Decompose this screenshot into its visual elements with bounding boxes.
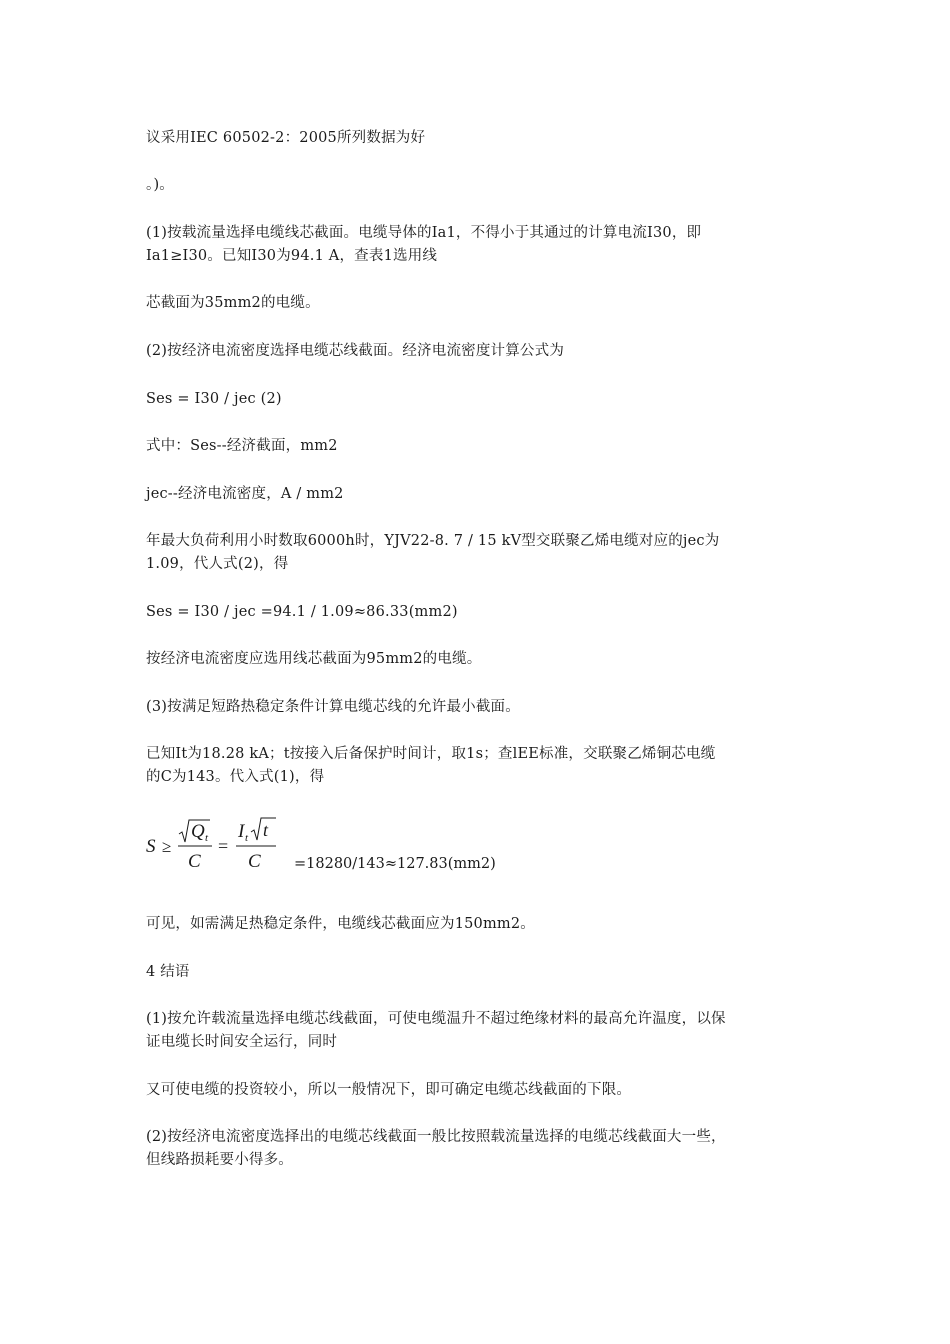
formula-num2-root: t xyxy=(263,820,269,840)
equation-line: Ses = I30 / jec (2) xyxy=(146,391,282,407)
paragraph: 证电缆长时间安全运行，同时 xyxy=(146,1034,338,1050)
paragraph: 但线路损耗要小得多。 xyxy=(146,1152,293,1168)
paragraph: 已知It为18.28 kA；t按接入后备保护时间计，取1s；查lEE标准，交联聚乙烯铜芯电缆 xyxy=(146,746,716,762)
paragraph: 又可使电缆的投资较小，所以一般情况下，即可确定电缆芯线截面的下限。 xyxy=(146,1082,632,1098)
formula-graphic xyxy=(146,812,296,876)
formula-num2-sub: t xyxy=(245,832,249,844)
formula-den1: C xyxy=(188,851,201,872)
paragraph: 。)。 xyxy=(146,177,175,193)
formula-num2: I xyxy=(238,821,245,842)
formula-num1: Q xyxy=(191,821,205,842)
paragraph: 1.09，代人式(2)，得 xyxy=(146,556,289,572)
paragraph: 芯截面为35mm2的电缆。 xyxy=(146,295,320,311)
equation-line: Ses = I30 / jec =94.1 / 1.09≈86.33(mm2) xyxy=(146,604,458,620)
paragraph: jec--经济电流密度，A / mm2 xyxy=(146,486,344,502)
thermal-stability-formula xyxy=(146,812,566,876)
formula-geq: ≥ xyxy=(162,837,172,856)
paragraph: 按经济电流密度应选用线芯截面为95mm2的电缆。 xyxy=(146,651,482,667)
formula-lhs: S xyxy=(146,836,156,857)
paragraph: 的C为143。代入式(1)，得 xyxy=(146,769,325,785)
formula-den2: C xyxy=(248,851,261,872)
paragraph: 可见，如需满足热稳定条件，电缆线芯截面应为150mm2。 xyxy=(146,916,535,932)
section-heading: 4 结语 xyxy=(146,964,190,980)
paragraph: 式中：Ses--经济截面，mm2 xyxy=(146,438,338,454)
formula-result: =18280/143≈127.83(mm2) xyxy=(294,856,496,872)
paragraph: (2)按经济电流密度选择出的电缆芯线截面一般比按照载流量选择的电缆芯线截面大一些， xyxy=(146,1129,726,1145)
formula-num1-sub: t xyxy=(205,832,209,844)
paragraph: Ia1≥I30。已知I30为94.1 A，查表1选用线 xyxy=(146,248,438,264)
paragraph: (3)按满足短路热稳定条件计算电缆芯线的允许最小截面。 xyxy=(146,699,520,715)
formula-eq: = xyxy=(218,836,229,856)
paragraph: (1)按载流量选择电缆线芯截面。电缆导体的Ia1，不得小于其通过的计算电流I30，即 xyxy=(146,225,702,241)
paragraph: (2)按经济电流密度选择电缆芯线截面。经济电流密度计算公式为 xyxy=(146,343,565,359)
paragraph: 年最大负荷利用小时数取6000h时，YJV22-8. 7 / 15 kV型交联聚乙烯电缆对应的jec为 xyxy=(146,533,720,549)
paragraph: 议采用IEC 60502-2：2005所列数据为好 xyxy=(146,130,426,146)
paragraph: (1)按允许载流量选择电缆芯线截面，可使电缆温升不超过绝缘材料的最高允许温度，以保 xyxy=(146,1011,726,1027)
